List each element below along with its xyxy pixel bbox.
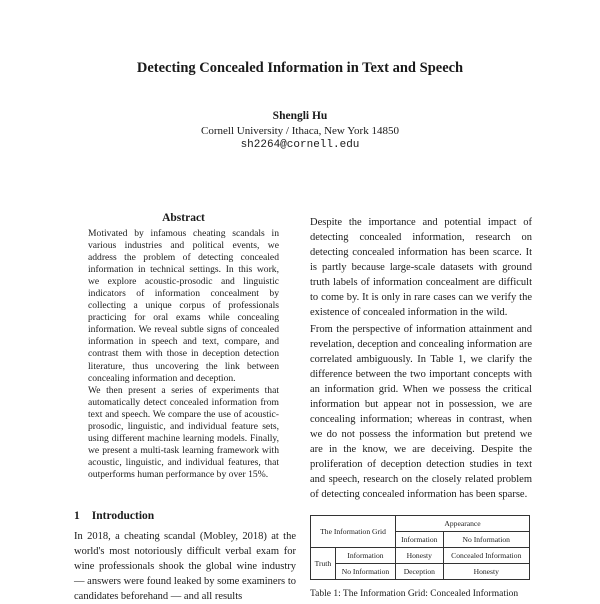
table-caption: Table 1: The Information Grid: Concealed Information	[310, 589, 519, 599]
grid-appearance-header: Appearance	[396, 516, 530, 532]
abstract-body	[88, 228, 279, 481]
introduction-paragraph: In 2018, a cheating scandal (Mobley, 2018) at the world's most notoriously difficult verbal exam for wine professionals shook the global wine industry — answers were found leaked by some examiners to candidates beforehand — and all results	[74, 531, 296, 602]
body-paragraph: Despite the importance and potential impact of detecting concealed information, research on detecting concealed information has been scarce. It is partly because large-scale datasets with ground truth labels of information concealment are difficult to come by. It is only in rare cases can we verify the existence of concealed information in the wild.	[310, 217, 532, 318]
section-number: 1	[74, 510, 80, 522]
abstract-paragraph: Motivated by infamous cheating scandals in various industries and political events, we address the problem of detecting concealed information in technical settings. In this work, we explore acoustic-prosodic and linguistic indicators of information concealment by collecting a unique corpus of professionals practicing for oral exams while concealing information. We reveal subtle signs of concealed information in speech and text, compare, and contrast them with those in deception detection literature, thus uncovering the link between concealing information and deception.	[88, 228, 279, 384]
grid-col-header: Information	[396, 532, 443, 548]
abstract-heading: Abstract	[162, 212, 205, 224]
grid-cell: Honesty	[443, 564, 529, 580]
grid-cell: Concealed Information	[443, 548, 529, 564]
body-paragraph: From the perspective of information attainment and revelation, deception and concealing information are correlated ambiguously. In Table 1, we clarify the difference between the two important concepts with an information grid. When we possess the critical information but appear not in possession, we are concealing information; whereas in contrast, when we do not possess the information but pretend we are in the know, we are deceiving. Despite the proliferation of deception detection studies in text and speech, research on the closely related problem of detecting concealed information has been sparse.	[310, 324, 532, 500]
abstract-paragraph: We then present a series of experiments that automatically detect concealed information from text and speech. We compare the use of acoustic-prosodic, linguistic, and individual feature sets, using different machine learning models. Finally, we present a multi-task learning framework with acoustic, linguistic, and individual features, that outperforms human performance by over 15%.	[88, 384, 279, 480]
grid-truth-header: Truth	[311, 548, 336, 580]
grid-row-header: No Information	[335, 564, 395, 580]
grid-cell: Honesty	[396, 548, 443, 564]
grid-col-header: No Information	[443, 532, 529, 548]
grid-corner-cell: The Information Grid	[311, 516, 396, 548]
section-title: Introduction	[91, 510, 155, 522]
author-name: Shengli Hu	[272, 110, 328, 122]
author-affiliation: Cornell University / Ithaca, New York 14850	[201, 125, 399, 137]
information-grid-table	[310, 515, 530, 580]
introduction-section	[74, 510, 296, 604]
right-column	[310, 215, 532, 504]
paper-title: Detecting Concealed Information in Text and Speech	[136, 60, 464, 76]
author-email: sh2264@cornell.edu	[240, 139, 360, 151]
grid-row-header: Information	[335, 548, 395, 564]
grid-cell: Deception	[396, 564, 443, 580]
section-heading	[74, 510, 296, 522]
abstract-section	[76, 212, 291, 481]
